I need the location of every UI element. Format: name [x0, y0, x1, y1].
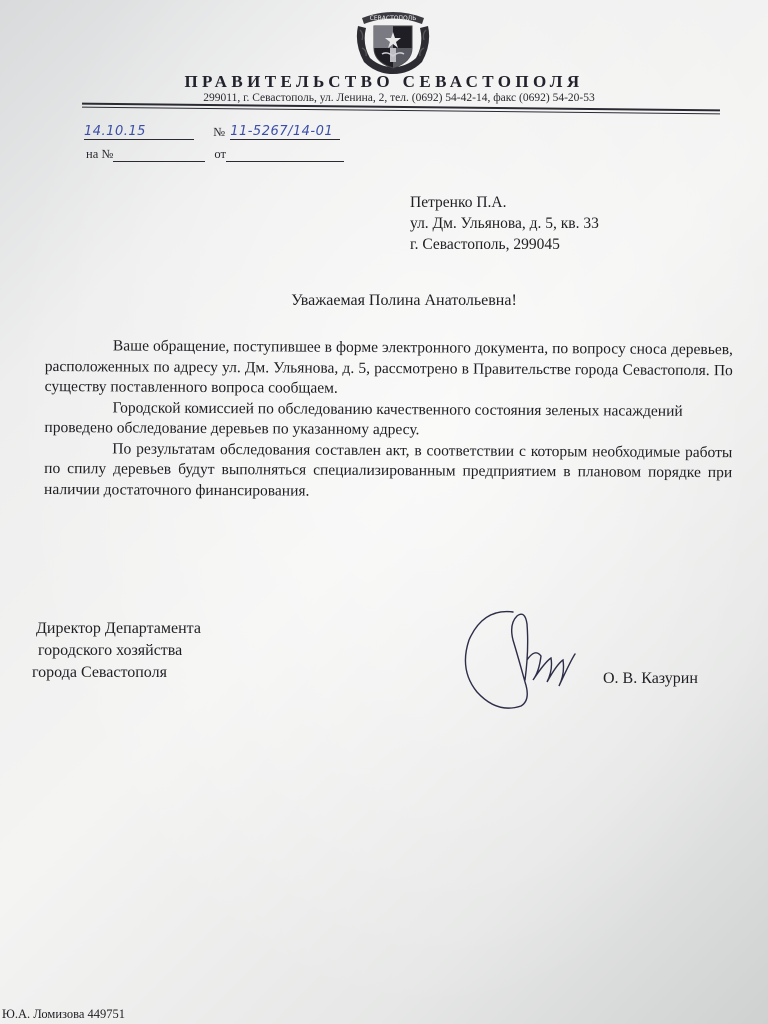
greeting: Уважаемая Полина Анатольевна!: [291, 292, 517, 309]
addressee-street: ул. Дм. Ульянова, д. 5, кв. 33: [410, 215, 599, 232]
executor-footer: Ю.А. Ломизова 449751: [2, 1007, 126, 1021]
number-label: №: [213, 125, 226, 139]
reply-date-line: [226, 146, 344, 162]
signatory-name: О. В. Казурин: [603, 670, 698, 687]
paragraph-1: Ваше обращение, поступившее в форме электронного документа, по вопросу сноса деревьев, расположенных по адресу ул. Дм. Ульянова, д. 5, рассмотрено в Правительстве города Севастополя. По существу поставленного вопроса сообщаем.: [44, 337, 733, 397]
paragraph-2: Городской комиссией по обследованию качественного состояния зеленых насаждений проведено обследование деревьев по указанному адресу.: [44, 398, 683, 439]
reply-number-line: [113, 146, 205, 162]
outgoing-number-field: [230, 124, 340, 140]
outgoing-date: 14.10.15: [84, 124, 146, 139]
paragraph-3: По результатам обследования составлен акт, в соответствии с которым необходимые работы по спилу деревьев будут выполняться специализированным предприятием в плановом порядке при наличии достаточного финансирования.: [44, 439, 733, 500]
sevastopol-emblem-icon: [352, 4, 434, 76]
registration-row: [84, 124, 340, 140]
position-line-2: городского хозяйства: [38, 642, 183, 659]
handwritten-signature-icon: [455, 600, 595, 720]
reply-reference-row: [86, 146, 344, 162]
outgoing-number: 11-5267/14-01: [230, 124, 334, 139]
reply-date-label: от: [214, 147, 226, 161]
reply-number-label: на №: [86, 147, 114, 161]
letter-body: [44, 336, 733, 504]
addressee-name: Петренко П.А.: [410, 194, 507, 211]
signatory-position: [32, 618, 201, 684]
emblem-banner: СЕВАСТОПОЛЬ: [369, 15, 417, 22]
position-line-3: города Севастополя: [32, 664, 167, 681]
addressee-block: [410, 192, 599, 255]
government-title: ПРАВИТЕЛЬСТВО СЕВАСТОПОЛЯ: [184, 72, 584, 91]
position-line-1: Директор Департамента: [36, 620, 201, 637]
addressee-city: г. Севастополь, 299045: [410, 236, 560, 253]
outgoing-date-field: [84, 124, 194, 140]
government-contacts: 299011, г. Севастополь, ул. Ленина, 2, тел. (0692) 54-42-14, факс (0692) 54-20-53: [203, 92, 595, 104]
